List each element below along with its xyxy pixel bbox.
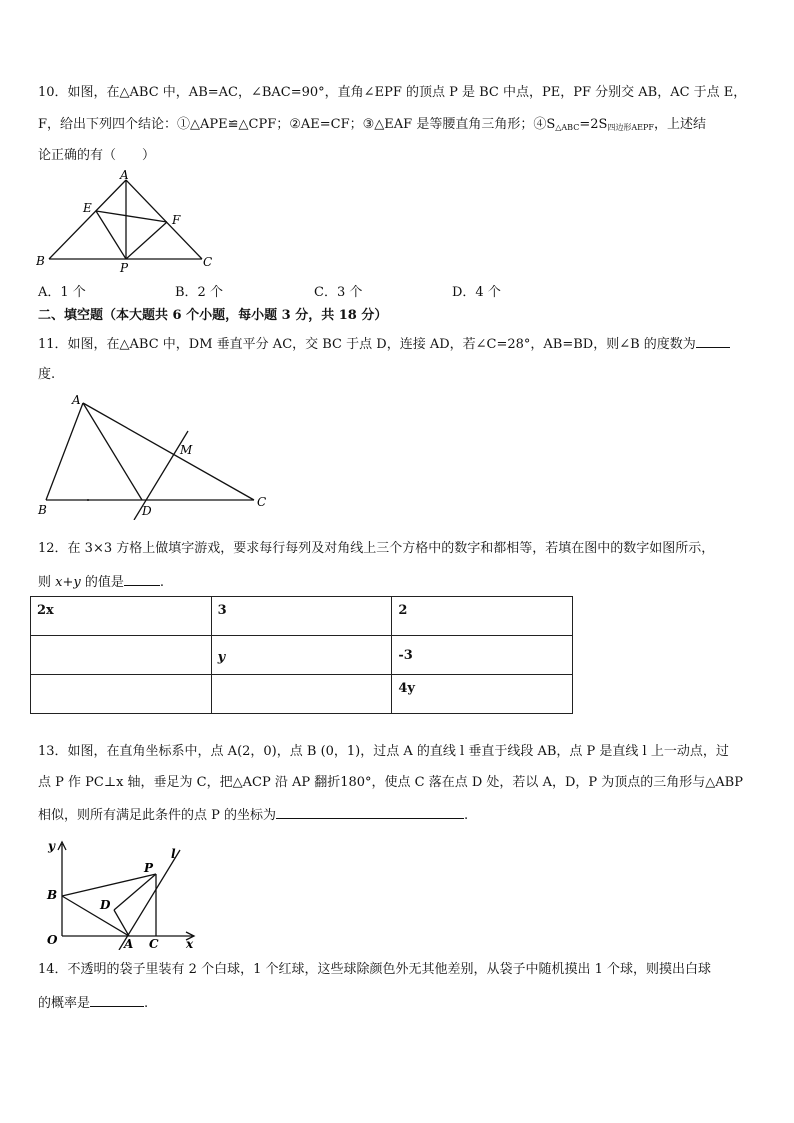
q10-line1: 10．如图，在△ABC 中，AB=AC，∠BAC=90°，直角∠EPF 的顶点 P 是 BC 中点，PE，PF 分别交 AB，AC 于点 E， (38, 85, 747, 100)
q11-label-c: C (257, 495, 267, 509)
q11-line2: 度. (38, 367, 56, 382)
grid-cell-2-1 (211, 675, 392, 714)
q10-label-p: P (120, 261, 129, 275)
q11-figure (36, 390, 276, 520)
q10-option-c[interactable]: C．3 个 (314, 285, 363, 300)
q12-text-b: 的值是 (80, 575, 124, 590)
q11-line1 (38, 334, 730, 354)
q10-side-ac (126, 180, 202, 259)
q13-label-c: C (149, 937, 159, 950)
grid-cell-1-1: y (211, 636, 392, 675)
q10-option-b[interactable]: B．2 个 (175, 285, 223, 300)
q10-option-d[interactable]: D．4 个 (452, 285, 501, 300)
q13-figure (40, 836, 200, 950)
q11-label-b: B (38, 503, 47, 517)
q10-option-a[interactable]: A．1 个 (38, 285, 86, 300)
grid-cell-1-2: -3 (392, 636, 573, 675)
q10-label-e: E (83, 201, 92, 215)
q10-segment-ef (96, 211, 167, 222)
table-row (31, 636, 573, 675)
q13-label-a: A (124, 937, 134, 950)
q14-text-end: . (144, 996, 149, 1011)
grid-cell-0-0: 2x (31, 597, 212, 636)
grid-cell-1-0 (31, 636, 212, 675)
grid-cell-2-0 (31, 675, 212, 714)
q13-label-o: O (47, 933, 58, 947)
q12-grid (30, 596, 573, 714)
grid-cell-0-1: 3 (211, 597, 392, 636)
q13-line1: 13．如图，在直角坐标系中，点 A(2，0)，点 B (0，1)，过点 A 的直线 l 垂直于线段 AB，点 P 是直线 l 上一动点，过 (38, 744, 729, 759)
q13-label-d: D (100, 898, 111, 912)
q13-text-end: . (464, 808, 469, 823)
q10-side-ab (49, 180, 126, 259)
q13-label-p: P (144, 861, 154, 875)
q14-line1: 14．不透明的袋子里装有 2 个白球，1 个红球，这些球除颜色外无其他差别，从袋子中随机摸出 1 个球，则摸出白球 (38, 962, 712, 977)
q11-segment-ad (83, 403, 142, 500)
q10-label-b: B (36, 254, 45, 268)
q11-text: 11．如图，在△ABC 中，DM 垂直平分 AC，交 BC 于点 D，连接 AD，若∠C=28°，AB=BD，则∠B 的度数为 (38, 337, 696, 352)
q13-line3 (38, 805, 468, 825)
q10-figure (36, 168, 216, 276)
q10-label-a: A (120, 168, 129, 182)
q13-segment-bp (62, 874, 156, 896)
grid-cell-0-2: 2 (392, 597, 573, 636)
q11-answer-blank[interactable] (696, 334, 730, 348)
q13-label-y: y (48, 839, 55, 853)
q10-line2-part3: ，上述结 (653, 117, 706, 132)
q14-text: 的概率是 (38, 996, 91, 1011)
table-row (31, 597, 573, 636)
q14-answer-blank[interactable] (90, 993, 144, 1007)
q10-label-f: F (172, 213, 181, 227)
q10-line2 (38, 116, 706, 137)
q10-label-c: C (203, 255, 213, 269)
q13-label-x: x (186, 937, 194, 950)
grid-cell-2-2: 4y (392, 675, 573, 714)
q12-line1: 12．在 3×3 方格上做填字游戏，要求每行每列及对角线上三个方格中的数字和都相等，若填在图中的数字如图所示， (38, 541, 715, 556)
q11-label-a: A (72, 393, 81, 407)
q10-segment-pe (96, 211, 126, 259)
q13-label-l: l (171, 847, 176, 861)
q10-line2-part2: =2S (579, 117, 608, 132)
q11-label-m: M (180, 443, 193, 457)
q10-line3: 论正确的有（ ） (38, 148, 156, 163)
q12-text-a: 则 (38, 575, 56, 590)
q12-variable: x+y (55, 575, 81, 590)
q14-line2 (38, 993, 148, 1013)
q11-label-d: D (142, 504, 152, 518)
q10-segment-pf (126, 222, 167, 259)
q13-segment-ba (62, 896, 129, 936)
q11-side-ac (83, 403, 254, 500)
q11-tick-dot (87, 499, 89, 501)
q13-line2: 点 P 作 PC⊥x 轴，垂足为 C，把△ACP 沿 AP 翻折180°，使点 C 落在点 D 处，若以 A，D，P 为顶点的三角形与△ABP (38, 775, 743, 790)
q12-line2 (38, 572, 164, 592)
q10-sub-aepf: 四边形AEPF (607, 123, 654, 132)
q11-side-ab (46, 403, 83, 500)
q13-answer-blank[interactable] (276, 805, 464, 819)
q10-sub-abc: △ABC (555, 123, 580, 132)
section-heading: 二、填空题（本大题共 6 个小题，每小题 3 分，共 18 分） (38, 308, 388, 323)
q13-label-b: B (47, 888, 58, 902)
table-row (31, 675, 573, 714)
q13-text: 相似，则所有满足此条件的点 P 的坐标为 (38, 808, 277, 823)
q10-line2-part1: F，给出下列四个结论：①△APE≌△CPF；②AE=CF；③△EAF 是等腰直角三角形；④S (38, 117, 556, 132)
q12-text-end: . (159, 575, 164, 590)
q12-answer-blank[interactable] (124, 572, 160, 586)
